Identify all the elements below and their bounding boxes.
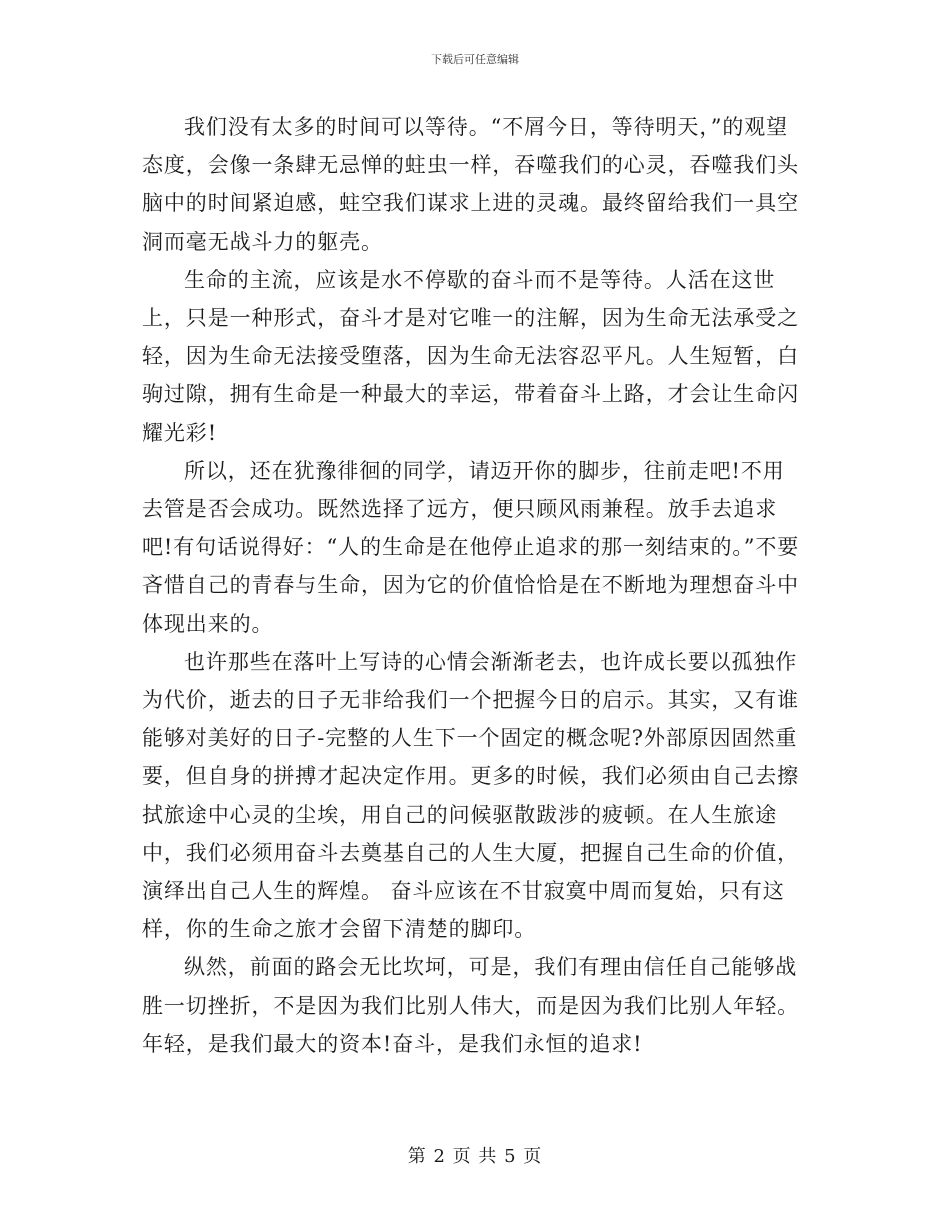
paragraph-3: 所以，还在犹豫徘徊的同学，请迈开你的脚步，往前走吧!不用去管是否会成功。既然选择了远方，便只顾风雨兼程。放手去追求吧!有句话说得好：“人的生命是在他停止追求的那一刻结束的。”不要吝惜自己的青春与生命，因为它的价值恰恰是在不断地为理想奋斗中体现出来的。	[142, 458, 800, 636]
paragraph-4: 也许那些在落叶上写诗的心情会渐渐老去，也许成长要以孤独作为代价，逝去的日子无非给我们一个把握今日的启示。其实，又有谁能够对美好的日子-完整的人生下一个固定的概念呢?外部原因固然重要，但自身的拼搏才起决定作用。更多的时候，我们必须由自己去擦拭旅途中心灵的尘埃，用自己的问候驱散跋涉的疲顿。在人生旅途中，我们必须用奋斗去奠基自己的人生大厦，把握自己生命的价值，演绎出自己人生的辉煌。 奋斗应该在不甘寂寞中周而复始，只有这样，你的生命之旅才会留下清楚的脚印。	[142, 649, 799, 942]
paragraph-1: 我们没有太多的时间可以等待。“不屑今日，等待明天，”的观望态度，会像一条肆无忌惮的蛀虫一样，吞噬我们的心灵，吞噬我们头脑中的时间紧迫感，蛀空我们谋求上进的灵魂。最终留给我们一具空洞而毫无战斗力的躯壳。	[142, 115, 799, 254]
paragraph-2: 生命的主流，应该是水不停歇的奋斗而不是等待。人活在这世上，只是一种形式，奋斗才是对它唯一的注解，因为生命无法承受之轻，因为生命无法接受堕落，因为生命无法容忍平凡。人生短暂，白驹过隙，拥有生命是一种最大的幸运，带着奋斗上路，才会让生命闪耀光彩!	[142, 267, 799, 445]
paragraph-5: 纵然，前面的路会无比坎坷，可是，我们有理由信任自己能够战胜一切挫折，不是因为我们比别人伟大，而是因为我们比别人年轻。年轻，是我们最大的资本!奋斗，是我们永恒的追求!	[142, 955, 799, 1056]
page-number-footer: 第 2 页 共 5 页	[407, 1146, 543, 1167]
page-header-note: 下载后可任意编辑	[431, 53, 519, 66]
article-body	[142, 108, 806, 1063]
